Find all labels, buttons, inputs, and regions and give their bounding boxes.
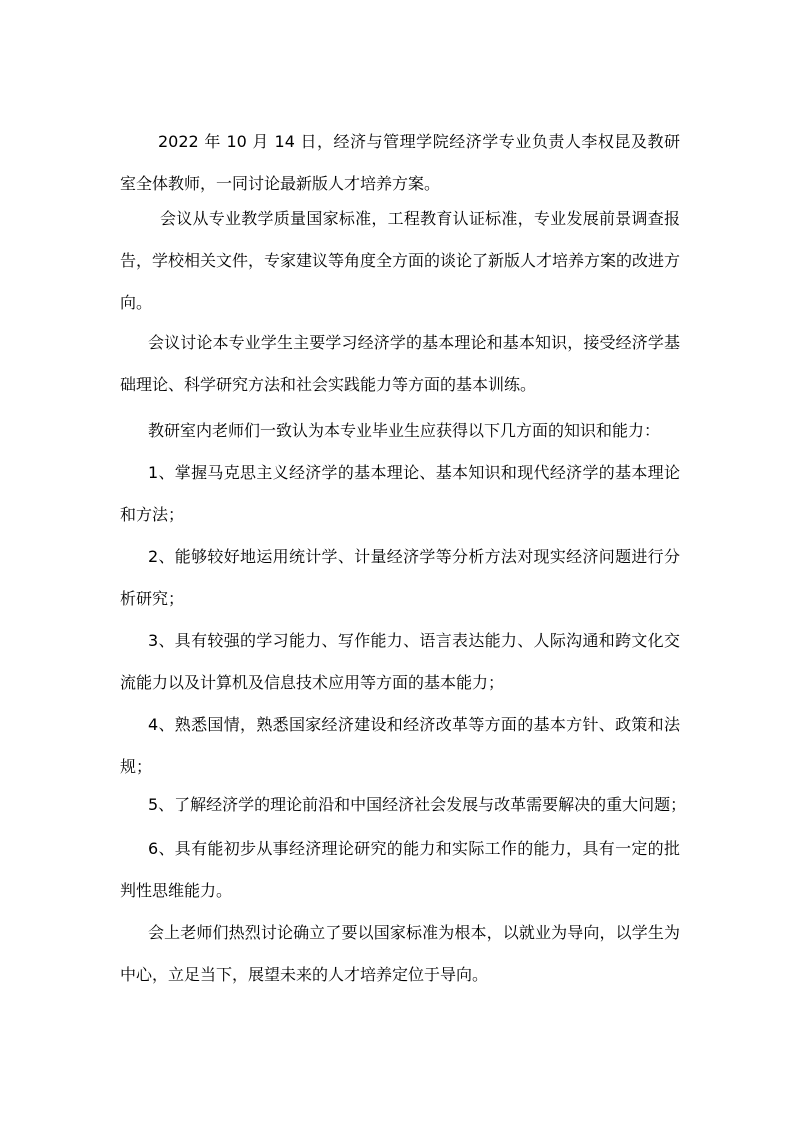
paragraph-abilities-intro: 教研室内老师们一致认为本专业毕业生应获得以下几方面的知识和能力： <box>148 421 661 440</box>
list-item-ability-4: 4、熟悉国情，熟悉国家经济建设和经济改革等方面的基本方针、政策和法规； <box>120 715 680 776</box>
list-item-ability-3: 3、具有较强的学习能力、写作能力、语言表达能力、人际沟通和跨文化交流能力以及计算机及信息技术应用等方面的基本能力； <box>120 631 680 692</box>
paragraph-study-content: 会议讨论本专业学生主要学习经济学的基本理论和基本知识，接受经济学基础理论、科学研究方法和社会实践能力等方面的基本训练。 <box>120 333 680 394</box>
paragraph-conclusion: 会上老师们热烈讨论确立了要以国家标准为根本，以就业为导向，以学生为中心，立足当下，展望未来的人才培养定位于导向。 <box>120 923 680 984</box>
paragraph-meeting-intro: 2022 年 10 月 14 日，经济与管理学院经济学专业负责人李权昆及教研室全体教师，一同讨论最新版人才培养方案。 <box>120 132 680 193</box>
list-item-ability-2: 2、能够较好地运用统计学、计量经济学等分析方法对现实经济问题进行分析研究； <box>120 547 680 608</box>
list-item-ability-1: 1、掌握马克思主义经济学的基本理论、基本知识和现代经济学的基本理论和方法； <box>120 463 680 524</box>
list-item-ability-6: 6、具有能初步从事经济理论研究的能力和实际工作的能力，具有一定的批判性思维能力。 <box>120 839 680 900</box>
list-item-ability-5: 5、了解经济学的理论前沿和中国经济社会发展与改革需要解决的重大问题； <box>148 795 687 814</box>
paragraph-meeting-scope: 会议从专业教学质量国家标准，工程教育认证标准，专业发展前景调查报告，学校相关文件，专家建议等角度全方面的谈论了新版人才培养方案的改进方向。 <box>120 209 681 312</box>
